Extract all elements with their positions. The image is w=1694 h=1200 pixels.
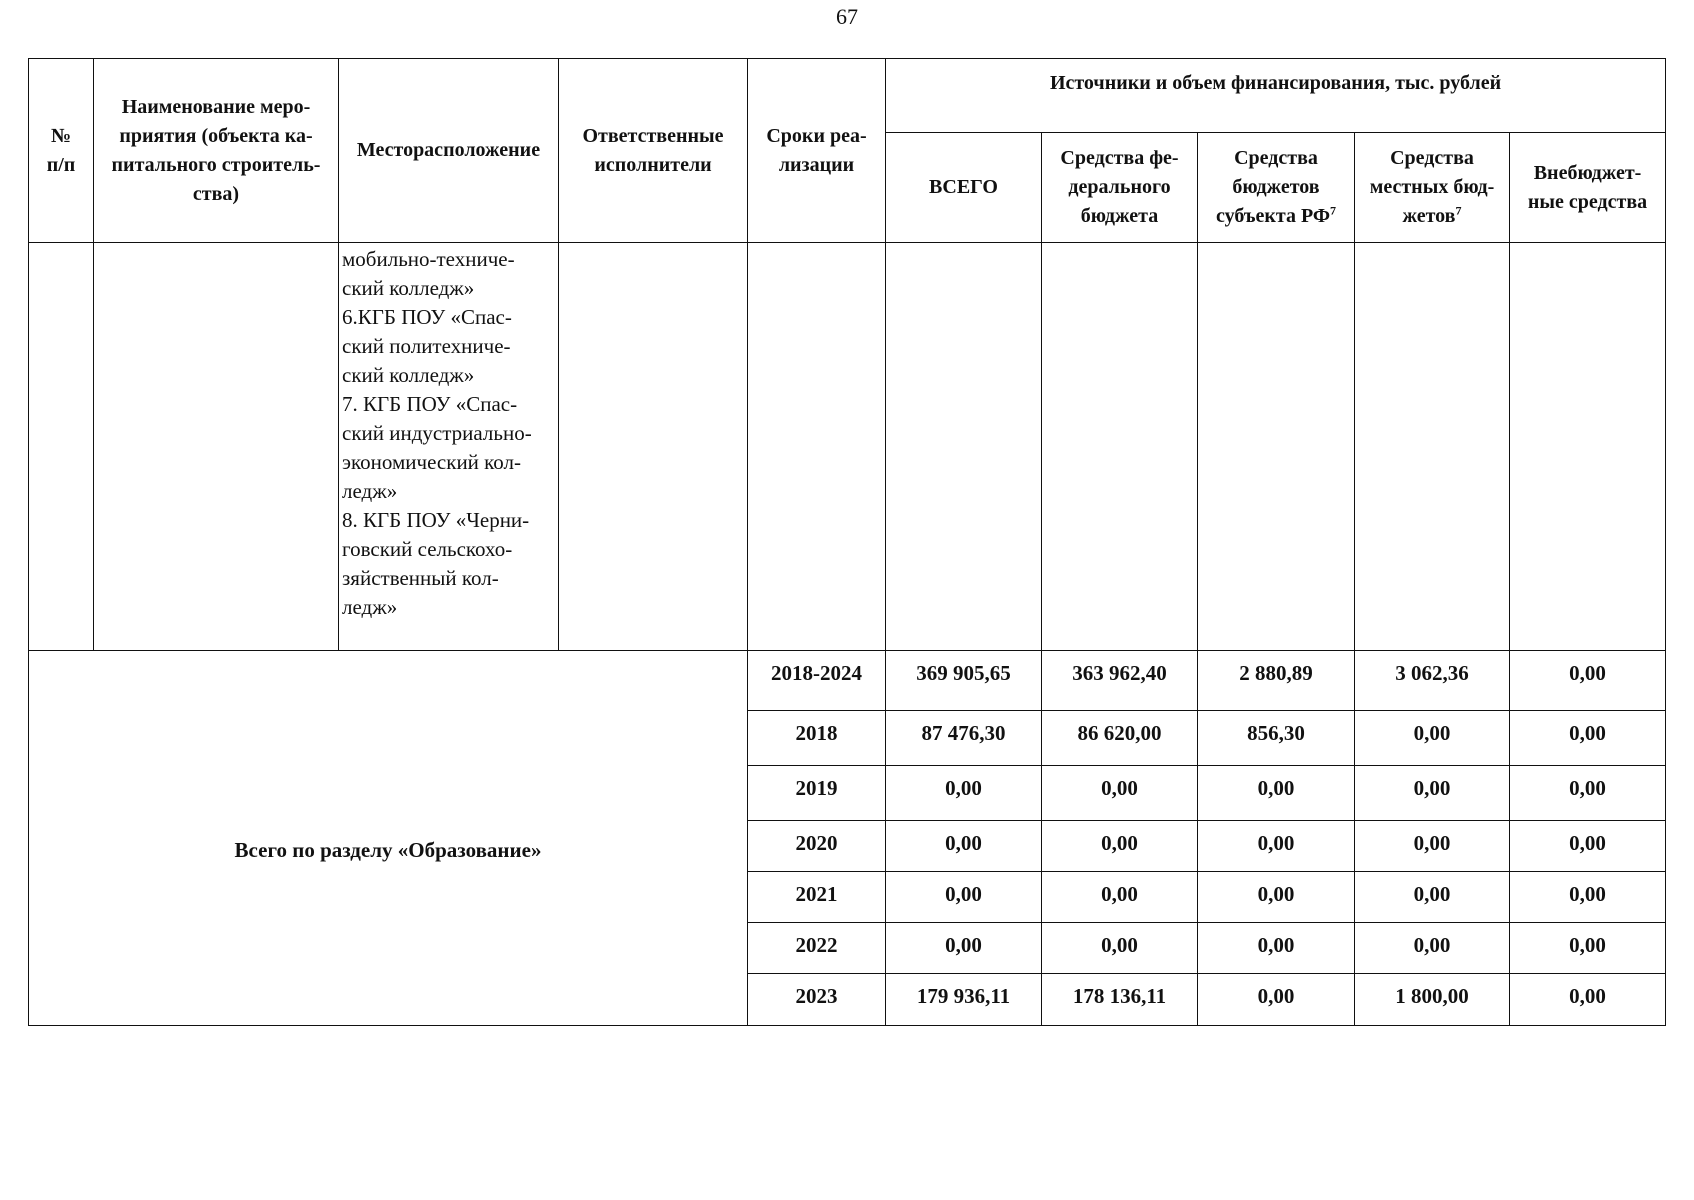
year-total: 0,00 [886,766,1042,821]
header-executors: Ответственные исполнители [559,59,748,243]
header-total: ВСЕГО [886,133,1042,243]
total-federal: 363 962,40 [1042,651,1198,711]
year-federal: 0,00 [1042,872,1198,923]
header-name: Наименование меро- приятия (объекта ка- питального строитель- ства) [94,59,339,243]
cell-location: мобильно-техниче- ский колледж» 6.КГБ ПОУ «Спас- ский политехниче- ский колледж» 7. КГБ ПОУ «Спас- ский индустриально- экономический кол- ледж» 8. КГБ ПОУ «Черни- говский сельскохо- зяйственный кол- ледж» [339,243,559,651]
header-location: Месторасположение [339,59,559,243]
cell-extra [1510,243,1666,651]
year-total: 0,00 [886,923,1042,974]
continuation-row [29,243,1666,651]
year-period: 2022 [748,923,886,974]
year-federal: 86 620,00 [1042,711,1198,766]
page-number: 67 [836,4,858,29]
footnote-mark: 7 [1330,203,1337,218]
total-sum: 369 905,65 [886,651,1042,711]
year-subject: 0,00 [1198,872,1355,923]
year-total: 87 476,30 [886,711,1042,766]
year-extra: 0,00 [1510,711,1666,766]
year-extra: 0,00 [1510,872,1666,923]
year-total: 179 936,11 [886,974,1042,1026]
year-federal: 178 136,11 [1042,974,1198,1026]
header-funding-group: Источники и объем финансирования, тыс. рублей [886,59,1666,133]
total-subject: 2 880,89 [1198,651,1355,711]
cell-name [94,243,339,651]
year-local: 0,00 [1355,821,1510,872]
year-period: 2018 [748,711,886,766]
year-extra: 0,00 [1510,974,1666,1026]
header-subject: Средства бюджетов субъекта $РФ^7$ [1198,133,1355,243]
year-period: 2021 [748,872,886,923]
cell-local [1355,243,1510,651]
cell-subject [1198,243,1355,651]
year-period: 2023 [748,974,886,1026]
header-terms: Сроки реа- лизации [748,59,886,243]
year-local: 1 800,00 [1355,974,1510,1026]
cell-executors [559,243,748,651]
section-total-label: Всего по разделу «Образование» [29,651,748,1026]
year-extra: 0,00 [1510,821,1666,872]
year-federal: 0,00 [1042,766,1198,821]
cell-terms [748,243,886,651]
year-period: 2020 [748,821,886,872]
year-local: 0,00 [1355,766,1510,821]
year-local: 0,00 [1355,711,1510,766]
year-period: 2019 [748,766,886,821]
total-extra: 0,00 [1510,651,1666,711]
total-local: 3 062,36 [1355,651,1510,711]
total-row [29,651,1666,711]
year-subject: 0,00 [1198,923,1355,974]
year-total: 0,00 [886,821,1042,872]
year-local: 0,00 [1355,923,1510,974]
year-subject: 0,00 [1198,821,1355,872]
year-federal: 0,00 [1042,821,1198,872]
year-extra: 0,00 [1510,766,1666,821]
header-local: Средства местных бюд- жетов$^7$ [1355,133,1510,243]
cell-num [29,243,94,651]
year-total: 0,00 [886,872,1042,923]
header-federal: Средства фе- дерального бюджета [1042,133,1198,243]
header-extra: Внебюджет- ные средства [1510,133,1666,243]
year-federal: 0,00 [1042,923,1198,974]
year-subject: 856,30 [1198,711,1355,766]
year-local: 0,00 [1355,872,1510,923]
cell-total [886,243,1042,651]
year-extra: 0,00 [1510,923,1666,974]
year-subject: 0,00 [1198,766,1355,821]
financing-table [28,58,1666,1026]
header-num: № п/п [29,59,94,243]
cell-federal [1042,243,1198,651]
footnote-mark: 7 [1455,203,1462,218]
year-subject: 0,00 [1198,974,1355,1026]
total-period: 2018-2024 [748,651,886,711]
